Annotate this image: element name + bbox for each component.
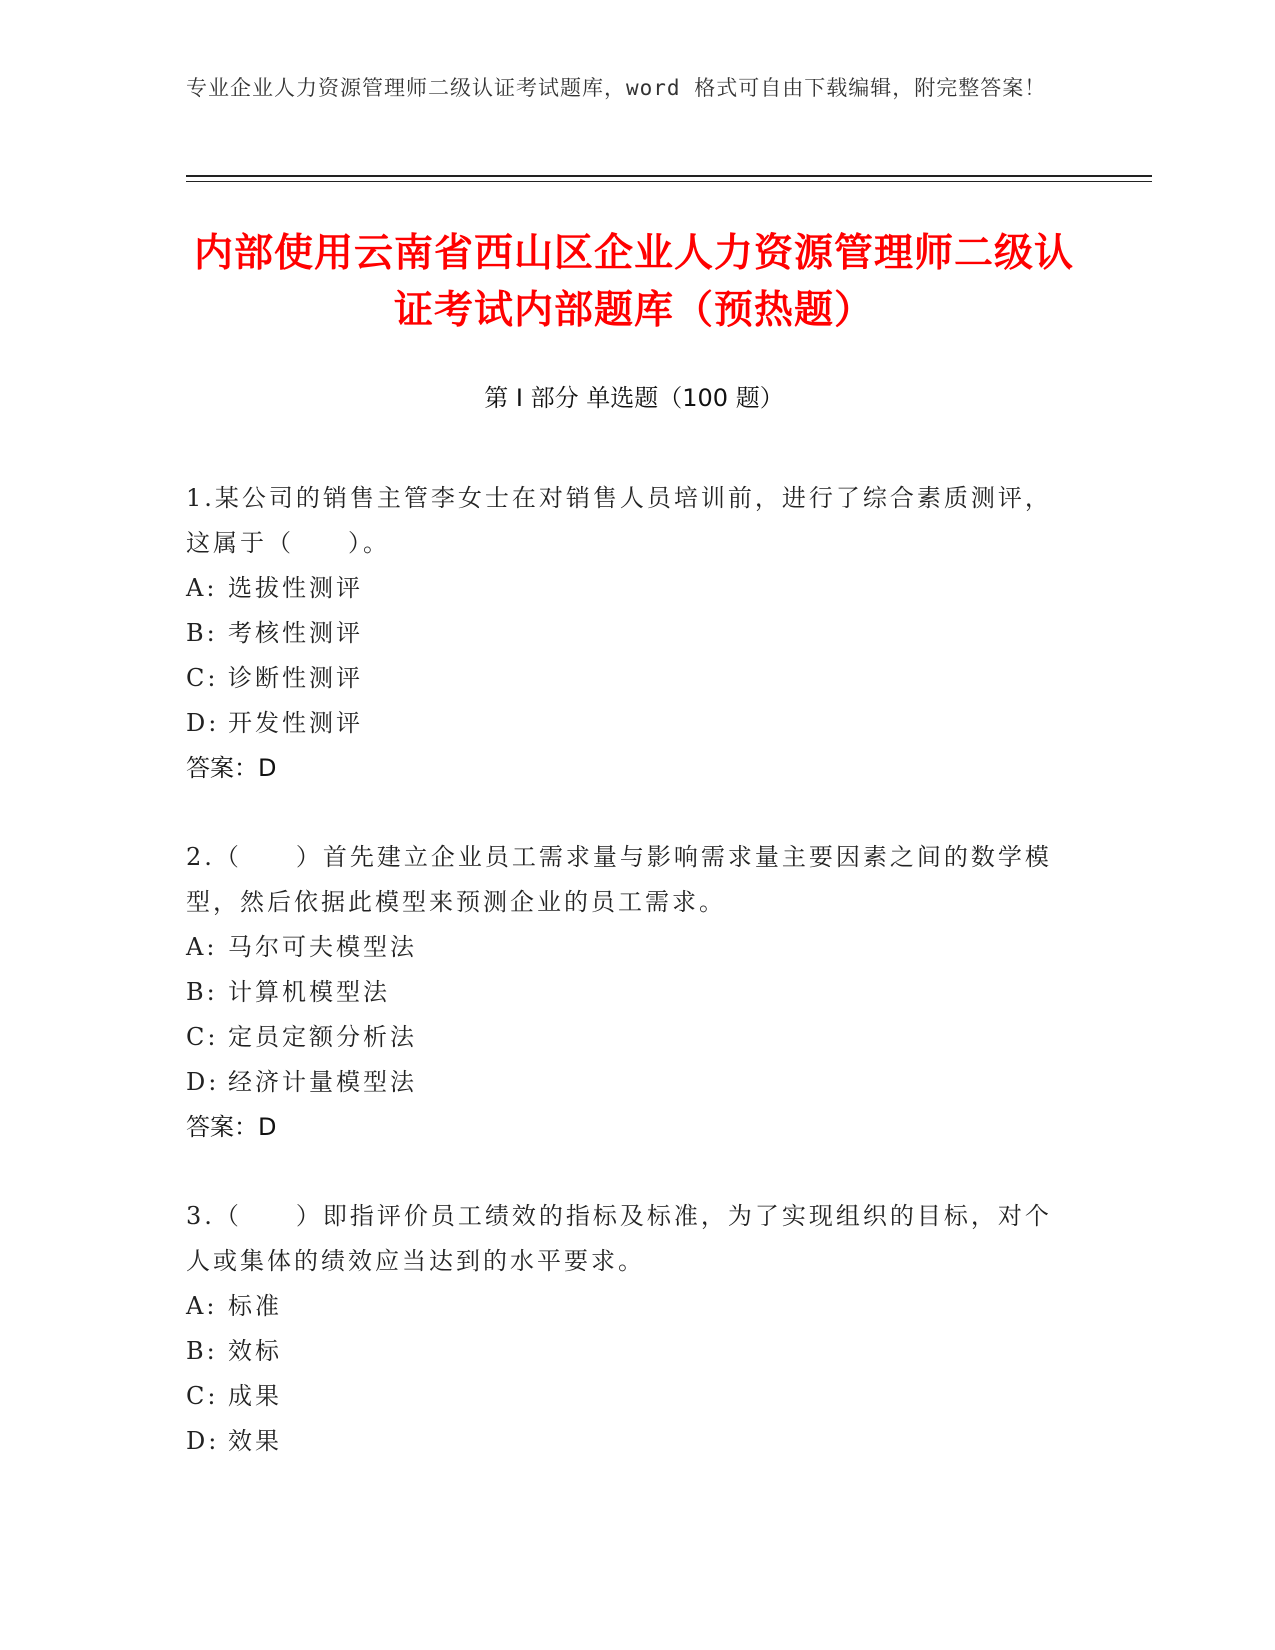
option-d bbox=[186, 1060, 1066, 1105]
option-key: A: bbox=[186, 574, 218, 602]
option-text: 开发性测评 bbox=[228, 709, 363, 737]
question-2 bbox=[186, 835, 1066, 1150]
option-key: A: bbox=[186, 1292, 218, 1320]
option-key: C: bbox=[186, 1023, 219, 1051]
option-c bbox=[186, 1015, 1066, 1060]
option-key: C: bbox=[186, 664, 219, 692]
option-text: 效果 bbox=[228, 1427, 282, 1455]
question-stem: 3.（ ）即指评价员工绩效的指标及标准，为了实现组织的目标，对个人或集体的绩效应当达到的水平要求。 bbox=[186, 1202, 1052, 1275]
option-text: 标准 bbox=[228, 1292, 282, 1320]
option-key: C: bbox=[186, 1382, 219, 1410]
option-a bbox=[186, 925, 1066, 970]
option-key: B: bbox=[186, 619, 218, 647]
option-text: 考核性测评 bbox=[228, 619, 363, 647]
option-text: 成果 bbox=[228, 1382, 282, 1410]
document-title: 内部使用云南省西山区企业人力资源管理师二级认证考试内部题库（预热题） bbox=[193, 231, 1074, 333]
option-text: 经济计量模型法 bbox=[228, 1068, 417, 1096]
option-key: D: bbox=[186, 1427, 220, 1455]
option-b bbox=[186, 1329, 1066, 1374]
option-text: 马尔可夫模型法 bbox=[228, 933, 417, 961]
option-key: D: bbox=[186, 1068, 220, 1096]
option-d bbox=[186, 1419, 1066, 1464]
question-stem: 1.某公司的销售主管李女士在对销售人员培训前，进行了综合素质测评，这属于（ ）。 bbox=[186, 484, 1052, 557]
option-c bbox=[186, 656, 1066, 701]
section-title: 第 I 部分 单选题（100 题） bbox=[484, 384, 784, 412]
question-3 bbox=[186, 1194, 1066, 1464]
option-text: 诊断性测评 bbox=[228, 664, 363, 692]
question-stem: 2.（ ）首先建立企业员工需求量与影响需求量主要因素之间的数学模型，然后依据此模型来预测企业的员工需求。 bbox=[186, 843, 1052, 916]
option-text: 选拔性测评 bbox=[228, 574, 363, 602]
option-b bbox=[186, 611, 1066, 656]
question-1 bbox=[186, 476, 1066, 791]
answer-label: 答案：D bbox=[186, 1113, 277, 1141]
option-b bbox=[186, 970, 1066, 1015]
option-text: 定员定额分析法 bbox=[228, 1023, 417, 1051]
header-divider-bottom bbox=[186, 181, 1152, 182]
option-text: 计算机模型法 bbox=[228, 978, 390, 1006]
option-c bbox=[186, 1374, 1066, 1419]
header-note: 专业企业人力资源管理师二级认证考试题库，word 格式可自由下载编辑，附完整答案！ bbox=[186, 76, 1047, 100]
option-a bbox=[186, 1284, 1066, 1329]
header-divider-top bbox=[186, 175, 1152, 177]
option-d bbox=[186, 701, 1066, 746]
option-key: B: bbox=[186, 978, 218, 1006]
option-key: D: bbox=[186, 709, 220, 737]
option-key: B: bbox=[186, 1337, 218, 1365]
answer-label: 答案：D bbox=[186, 754, 277, 782]
option-a bbox=[186, 566, 1066, 611]
option-key: A: bbox=[186, 933, 218, 961]
option-text: 效标 bbox=[228, 1337, 282, 1365]
question-list bbox=[186, 476, 1066, 1508]
